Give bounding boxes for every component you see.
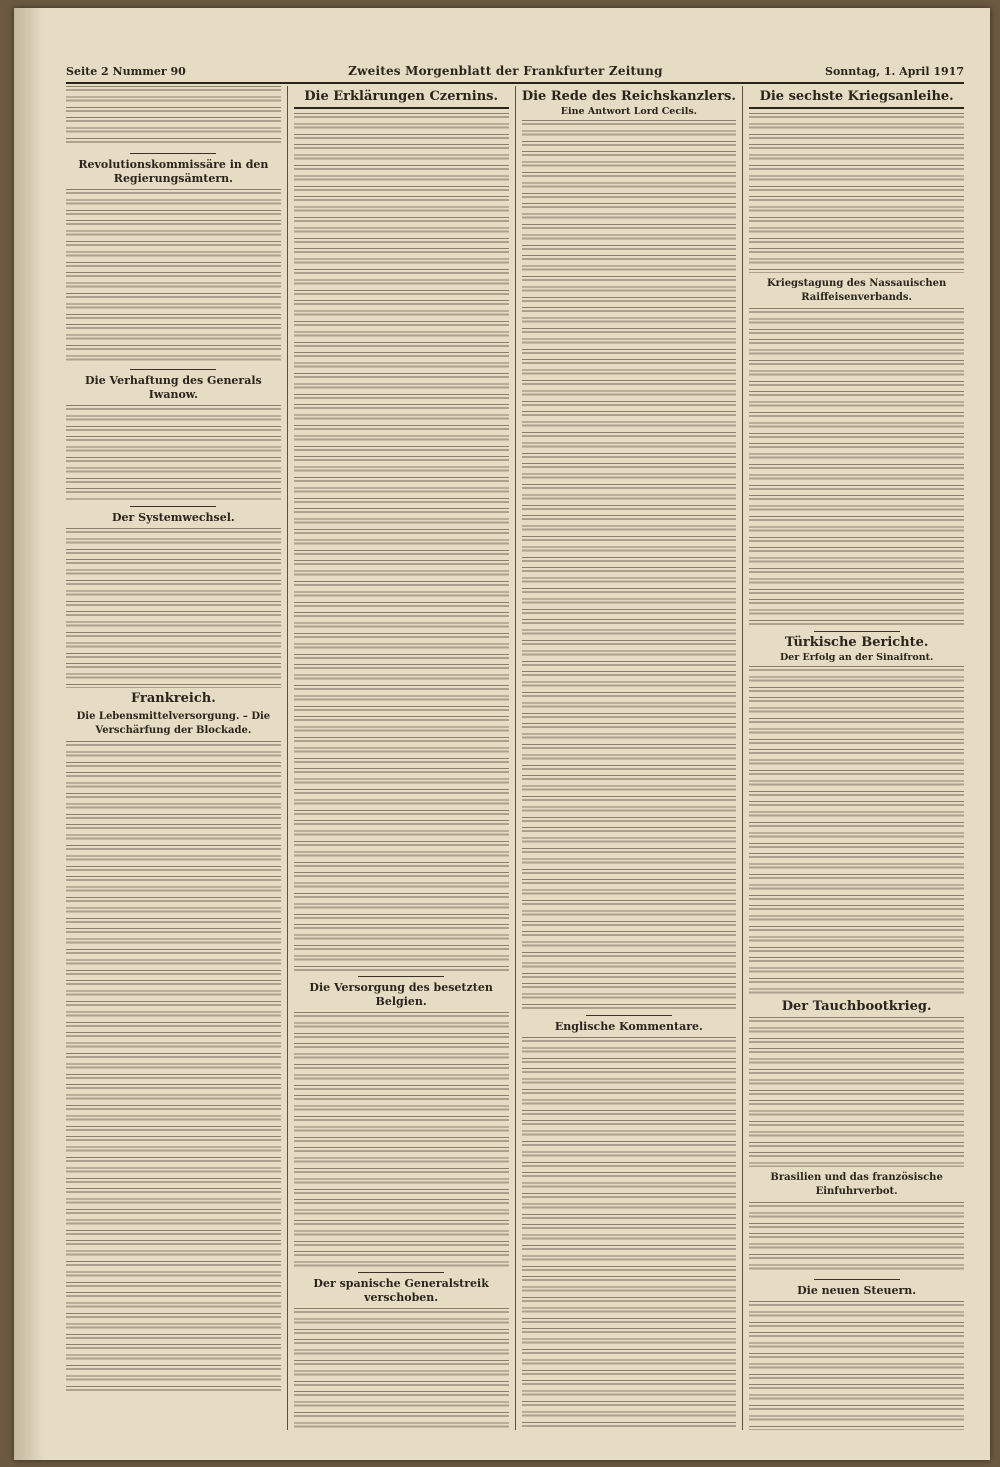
binding-shadow bbox=[14, 8, 44, 1460]
subheadline-sinaifront: Der Erfolg an der Sinaifront. bbox=[779, 652, 934, 663]
issue-date: Sonntag, 1. April 1917 bbox=[825, 64, 964, 78]
headline-lebensmittelversorgung: Die Lebensmittelversorgung. – Die Verschärfung der Blockade. bbox=[76, 711, 271, 736]
body-text bbox=[66, 189, 281, 364]
body-text bbox=[749, 1301, 964, 1430]
divider bbox=[814, 631, 900, 632]
body-text bbox=[66, 741, 281, 1391]
body-text bbox=[749, 1017, 964, 1167]
headline-raiffeisenverband: Kriegstagung des Nassauischen Raiffeisenverbands. bbox=[766, 278, 947, 303]
headline-neue-steuern: Die neuen Steuern. bbox=[797, 1284, 917, 1298]
divider bbox=[358, 1272, 444, 1273]
body-text bbox=[66, 405, 281, 501]
body-text bbox=[294, 1308, 509, 1430]
body-text bbox=[522, 120, 737, 1010]
divider bbox=[130, 153, 216, 154]
divider bbox=[586, 1015, 672, 1016]
page-number: Seite 2 Nummer 90 bbox=[66, 64, 186, 78]
body-text bbox=[294, 113, 509, 971]
headline-tuerkische-berichte: Türkische Berichte. bbox=[784, 635, 929, 650]
body-text bbox=[749, 1202, 964, 1274]
newspaper-title: Zweites Morgenblatt der Frankfurter Zeitung bbox=[348, 64, 663, 78]
divider bbox=[749, 107, 964, 109]
headline-verhaftung-iwanow: Die Verhaftung des Generals Iwanow. bbox=[85, 374, 262, 401]
masthead bbox=[66, 60, 964, 84]
body-text bbox=[749, 113, 964, 273]
body-text bbox=[66, 528, 281, 688]
headline-englische-kommentare: Englische Kommentare. bbox=[554, 1020, 703, 1034]
newspaper-page bbox=[14, 8, 990, 1460]
headline-systemwechsel: Der Systemwechsel. bbox=[111, 511, 235, 524]
column-2 bbox=[287, 86, 515, 1430]
headline-rede-reichskanzlers: Die Rede des Reichskanzlers. bbox=[521, 89, 736, 104]
headline-versorgung-belgien: Die Versorgung des besetzten Belgien. bbox=[309, 981, 493, 1008]
body-text bbox=[749, 666, 964, 996]
headline-spanischer-generalstreik: Der spanische Generalstreik verschoben. bbox=[313, 1277, 489, 1304]
body-text bbox=[294, 1012, 509, 1267]
column-1 bbox=[66, 86, 287, 1430]
headline-tauchbootkrieg: Der Tauchbootkrieg. bbox=[781, 999, 932, 1015]
divider bbox=[358, 976, 444, 977]
body-text bbox=[66, 86, 281, 148]
subheadline-lord-cecil: Eine Antwort Lord Cecils. bbox=[560, 106, 697, 117]
column-4 bbox=[742, 86, 964, 1430]
divider bbox=[294, 107, 509, 109]
divider bbox=[130, 506, 216, 507]
headline-erklaerungen-czernins: Die Erklärungen Czernins. bbox=[304, 89, 498, 104]
divider bbox=[814, 1279, 900, 1280]
headline-sechste-kriegsanleihe: Die sechste Kriegsanleihe. bbox=[759, 89, 954, 104]
headline-revolutionskommissaere: Revolutionskommissäre in den Regierungsämtern. bbox=[78, 158, 269, 185]
column-3 bbox=[515, 86, 743, 1430]
article-columns bbox=[66, 86, 964, 1430]
body-text bbox=[522, 1037, 737, 1430]
body-text bbox=[749, 308, 964, 626]
headline-frankreich: Frankreich. bbox=[131, 691, 216, 706]
divider bbox=[130, 369, 216, 370]
headline-brasilien-einfuhrverbot: Brasilien und das französische Einfuhrverbot. bbox=[770, 1172, 943, 1198]
